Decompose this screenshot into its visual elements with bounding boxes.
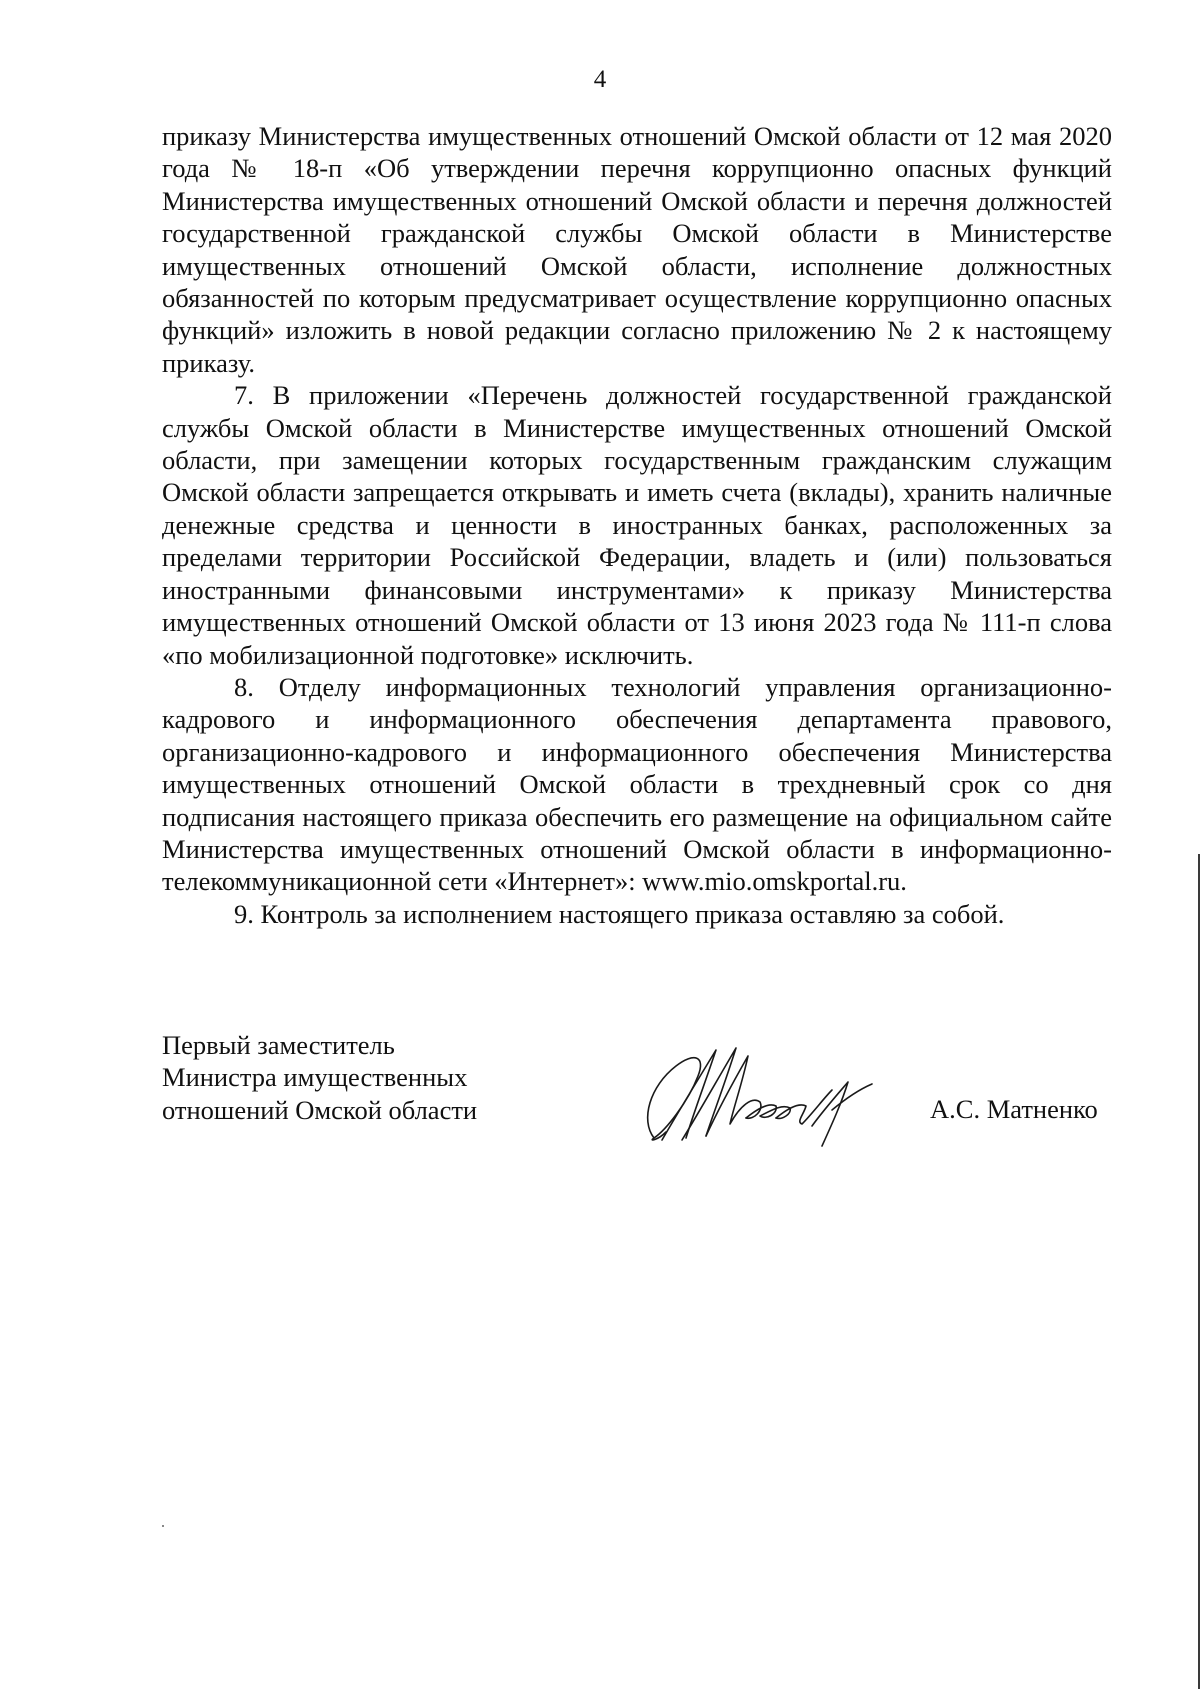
- paragraph-item-7: 7. В приложении «Перечень должностей государственной гражданской службы Омской области в Министерстве имущественных отношений Омской области, при замещении которых государственным гражданским служащим Омской области запрещается открывать и иметь счета (вклады), хранить наличные денежные средства и ценности в иностранных банках, расположенных за пределами территории Российской Федерации, владеть и (или) пользоваться иностранными финансовыми инструментами» к приказу Министерства имущественных отношений Омской области от 13 июня 2023 года № 111-п слова «по мобилизационной подготовке» исключить.: [162, 380, 1112, 670]
- paragraph-item-9: 9. Контроль за исполнением настоящего приказа оставляю за собой.: [234, 898, 1005, 929]
- signer-name: А.С. Матненко: [930, 1094, 1098, 1124]
- page-number: 4: [593, 66, 607, 93]
- document-body: [162, 120, 1112, 930]
- scan-artifact-dot: [162, 1525, 164, 1527]
- signatory-position-line: отношений Омской области: [162, 1094, 478, 1125]
- signatory-position-line: Первый заместитель: [162, 1030, 395, 1060]
- handwritten-signature-icon: [636, 1040, 882, 1150]
- paragraph-continuation: приказу Министерства имущественных отношений Омской области от 12 мая 2020 года № 18-п «Об утверждении перечня коррупционно опасных функций Министерства имущественных отношений Омской области и перечня должностей государственной гражданской службы Омской области в Министерстве имущественных отношений Омской области, исполнение должностных обязанностей по которым предусматривает осуществление коррупционно опасных функций» изложить в новой редакции согласно приложению № 2 к настоящему приказу.: [162, 121, 1112, 378]
- paragraph-item-8: 8. Отделу информационных технологий управления организационно-кадрового и информационного обеспечения департамента правового, организационно-кадрового и информационного обеспечения Министерства имущественных отношений Омской области в трехдневный срок со дня подписания настоящего приказа обеспечить его размещение на официальном сайте Министерства имущественных отношений Омской области в информационно-телекоммуникационной сети «Интернет»: www.mio.omskportal.ru.: [162, 671, 1112, 897]
- signatory-position: [162, 1029, 477, 1126]
- signatory-position-line: Министра имущественных: [162, 1062, 468, 1093]
